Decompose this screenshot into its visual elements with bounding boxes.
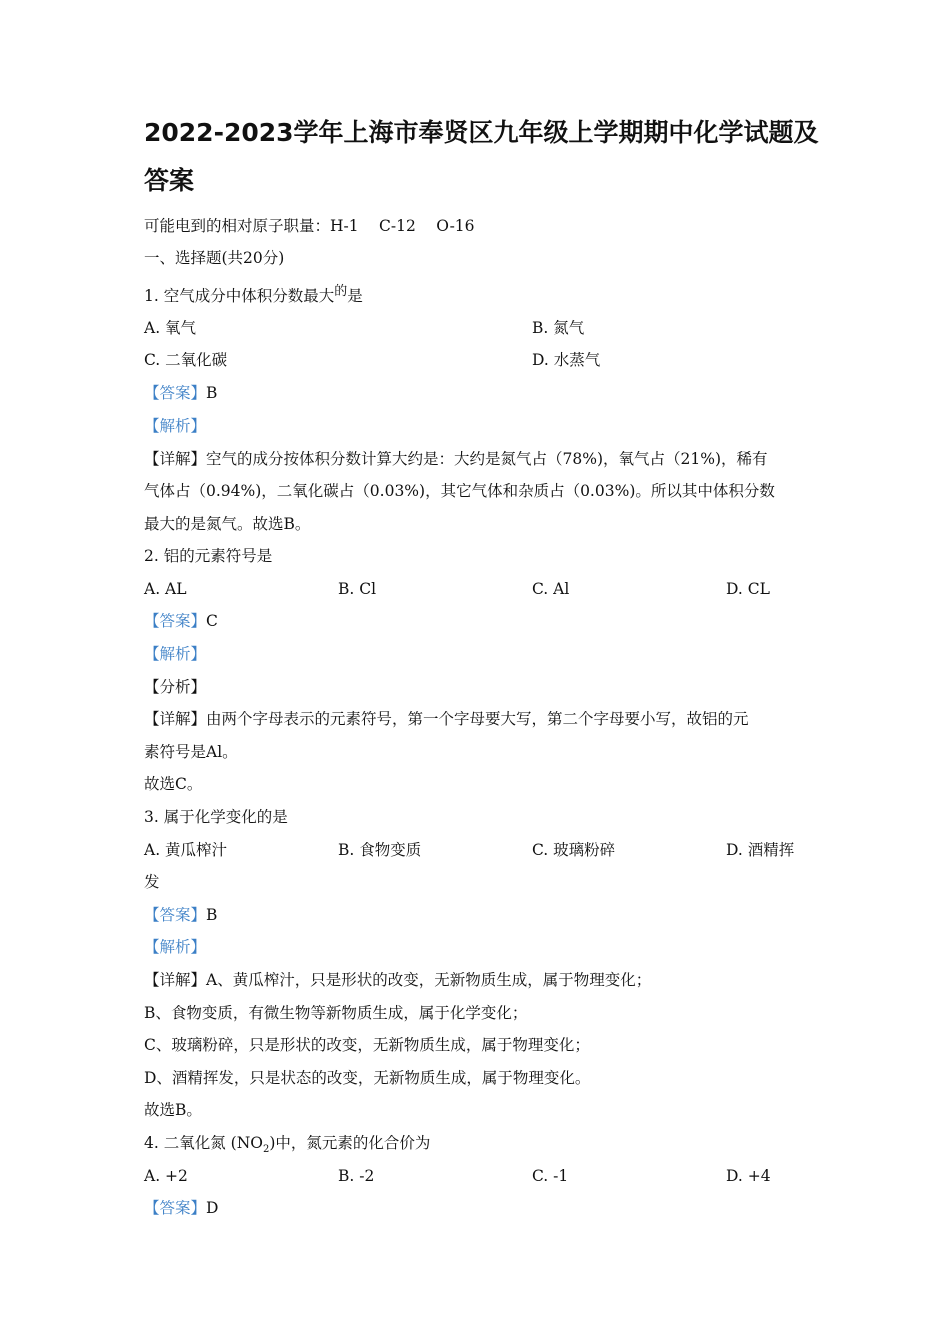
q3-option-c: C. 玻璃粉碎	[532, 841, 616, 859]
q2-answer: 【答案】C	[144, 612, 218, 630]
q1-analysis-tag: 【解析】	[144, 417, 207, 435]
q1-detail-line-2: 气体占（0.94%)，二氧化碳占（0.03%)，其它气体和杂质占（0.03%)。所以其中体积分数	[144, 482, 775, 500]
q2-detail: 【详解】由两个字母表示的元素符号，第一个字母要大写，第二个字母要小写，故铝的元	[144, 710, 749, 728]
q2-analysis-tag: 【解析】	[144, 645, 207, 663]
q2-option-b: B. Cl	[338, 580, 377, 598]
atomic-mass-note: 可能电到的相对原子职量：H-1 C-12 O-16	[144, 217, 475, 235]
q1-option-a: A. 氧气	[144, 319, 197, 337]
q1-detail-line-3: 最大的是氮气。故选B。	[144, 515, 311, 533]
q3-analysis-tag: 【解析】	[144, 938, 207, 956]
q3-stem: 3. 属于化学变化的是	[144, 808, 288, 826]
section-heading: 一、选择题(共20分)	[144, 249, 285, 267]
document-title-line-2: 答案	[144, 166, 195, 195]
q3-conclusion: 故选B。	[144, 1101, 202, 1119]
q3-detail-line-4: D、酒精挥发，只是状态的改变，无新物质生成，属于物理变化。	[144, 1069, 591, 1087]
q3-option-b: B. 食物变质	[338, 841, 422, 859]
q1-detail: 【详解】空气的成分按体积分数计算大约是：大约是氮气占（78%)，氧气占（21%)，稀有	[144, 450, 768, 468]
q2-option-a: A. AL	[144, 580, 187, 598]
q3-detail-line-3: C、玻璃粉碎，只是形状的改变，无新物质生成，属于物理变化；	[144, 1036, 590, 1054]
q4-stem: 4. 二氧化氮 $(NO_2)$中，氮元素的化合价为	[144, 1134, 431, 1156]
q3-option-d-wrap: 发	[144, 873, 160, 891]
q2-option-c: C. Al	[532, 580, 570, 598]
q4-option-c: C. -1	[532, 1167, 569, 1185]
q2-fenxi-tag: 【分析】	[144, 678, 207, 696]
document-title-line-1: 2022-2023学年上海市奉贤区九年级上学期期中化学试题及	[144, 118, 819, 147]
q4-option-a: A. +2	[144, 1167, 188, 1185]
q1-option-b: B. 氮气	[532, 319, 585, 337]
q1-answer: 【答案】B	[144, 384, 218, 402]
q2-detail-line-2: 素符号是Al。	[144, 743, 238, 761]
q4-option-d: D. +4	[726, 1167, 771, 1185]
q3-answer: 【答案】B	[144, 906, 218, 924]
q4-option-b: B. -2	[338, 1167, 375, 1185]
q1-option-c: C. 二氧化碳	[144, 351, 228, 369]
answer-tag: 【答案】	[144, 384, 207, 402]
q2-stem: 2. 铝的元素符号是	[144, 547, 273, 565]
q4-answer: 【答案】D	[144, 1199, 219, 1217]
q3-option-d: D. 酒精挥	[726, 841, 795, 859]
q1-stem: 1. 空气成分中体积分数最大$^的$是	[144, 284, 363, 305]
q2-conclusion: 故选C。	[144, 775, 203, 793]
q3-detail: 【详解】A、黄瓜榨汁，只是形状的改变，无新物质生成，属于物理变化；	[144, 971, 652, 989]
q1-option-d: D. 水蒸气	[532, 351, 601, 369]
q3-detail-line-2: B、食物变质，有微生物等新物质生成，属于化学变化；	[144, 1004, 528, 1022]
q3-option-a: A. 黄瓜榨汁	[144, 841, 228, 859]
q2-option-d: D. CL	[726, 580, 770, 598]
